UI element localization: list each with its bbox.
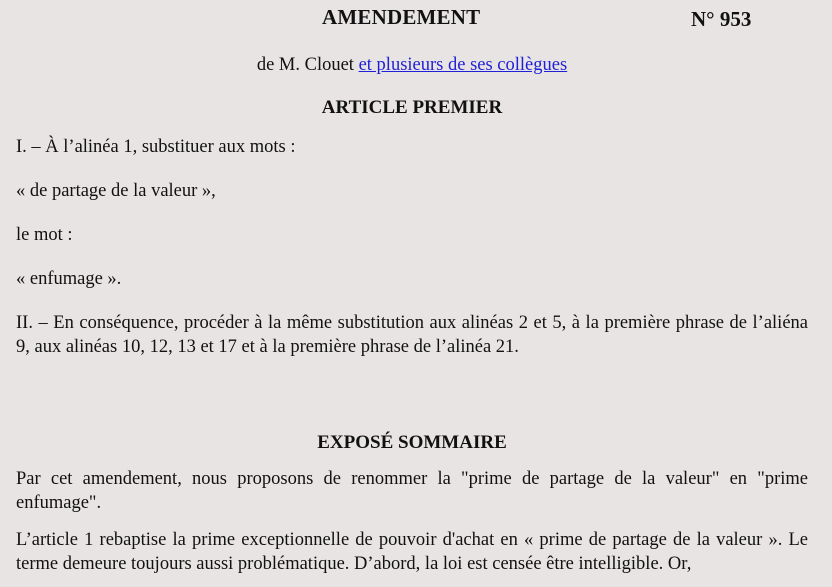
expose-paragraph: Par cet amendement, nous proposons de renommer la "prime de partage de la valeur" en "prime enfumage".	[16, 469, 808, 513]
amendment-title: AMENDEMENT	[322, 5, 481, 29]
article-paragraph: II. – En conséquence, procéder à la même substitution aux alinéas 2 et 5, à la première phrase de l’aliéna 9, aux alinéas 10, 12, 13 et 17 et à la première phrase de l’alinéa 21.	[16, 313, 808, 357]
article-paragraph: « de partage de la valeur »,	[16, 181, 216, 201]
expose-heading: EXPOSÉ SOMMAIRE	[317, 432, 507, 453]
article-paragraph: I. – À l’alinéa 1, substituer aux mots :	[16, 137, 296, 157]
article-paragraph: « enfumage ».	[16, 269, 122, 289]
amendment-number: N° 953	[691, 7, 752, 31]
expose-paragraph: L’article 1 rebaptise la prime exceptionnelle de pouvoir d'achat en « prime de partage de la valeur ». Le terme demeure toujours aussi problématique. D’abord, la loi est censée être intelligible. Or,	[16, 530, 808, 574]
article-paragraph: le mot :	[16, 225, 73, 245]
co-authors-link[interactable]: et plusieurs de ses collègues	[358, 55, 568, 75]
authors-line	[16, 53, 808, 77]
article-heading: ARTICLE PREMIER	[321, 97, 503, 118]
amendment-header	[16, 0, 808, 40]
authors-prefix: de M. Clouet	[256, 55, 359, 75]
amendment-document	[16, 0, 808, 576]
